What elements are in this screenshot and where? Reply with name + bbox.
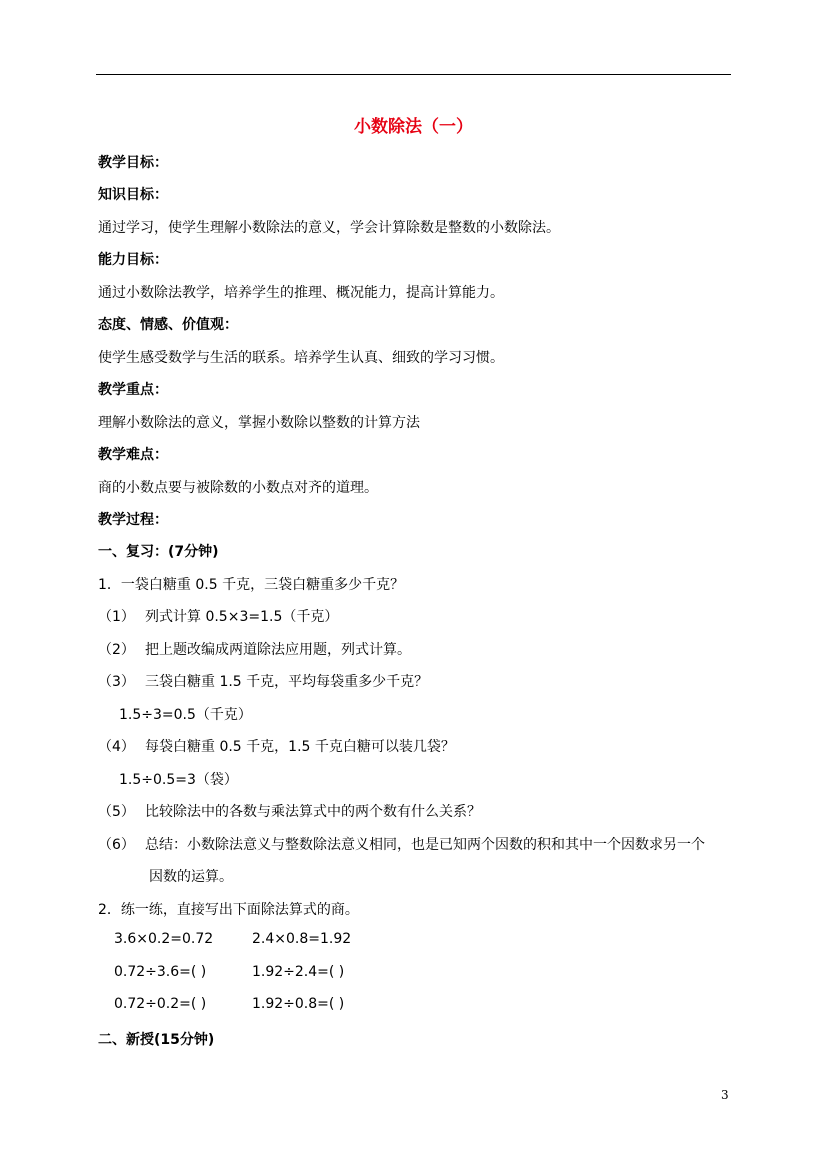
item-number: （1） [98, 609, 135, 625]
item-number: （2） [98, 642, 135, 658]
list-item [98, 736, 455, 756]
item-number: （3） [98, 674, 135, 690]
question-1: 1．一袋白糖重 0.5 千克，三袋白糖重多少千克？ [98, 577, 405, 593]
new-lesson-heading: 二、新授(15分钟) [98, 1032, 215, 1048]
exercise-a: 0.72÷0.2=( ) [114, 996, 207, 1012]
goals-heading: 教学目标： [98, 155, 168, 171]
list-item [98, 801, 481, 821]
answer-4: 1.5÷0.5=3（袋） [119, 772, 238, 788]
attitude-heading: 态度、情感、价值观： [98, 317, 238, 333]
exercise-a: 3.6×0.2=0.72 [114, 931, 214, 947]
item-text: 每袋白糖重 0.5 千克，1.5 千克白糖可以装几袋？ [145, 739, 455, 755]
key-heading: 教学重点： [98, 382, 168, 398]
question-2: 2．练一练，直接写出下面除法算式的商。 [98, 902, 359, 918]
list-item [98, 606, 338, 626]
exercise-a: 0.72÷3.6=( ) [114, 964, 207, 980]
header-rule [96, 74, 731, 75]
exercise-b: 1.92÷0.8=( ) [252, 996, 345, 1012]
page-number: 3 [721, 1088, 729, 1102]
item-number: （5） [98, 804, 135, 820]
ability-text: 通过小数除法教学，培养学生的推理、概况能力，提高计算能力。 [98, 285, 504, 301]
list-item [98, 671, 428, 691]
exercise-b: 2.4×0.8=1.92 [252, 931, 352, 947]
knowledge-heading: 知识目标： [98, 187, 168, 203]
item-text: 三袋白糖重 1.5 千克，平均每袋重多少千克？ [145, 674, 429, 690]
item-text: 把上题改编成两道除法应用题，列式计算。 [145, 642, 411, 658]
attitude-text: 使学生感受数学与生活的联系。培养学生认真、细致的学习习惯。 [98, 350, 504, 366]
page-title: 小数除法（一） [354, 117, 473, 137]
item-text: 列式计算 0.5×3=1.5（千克） [145, 609, 339, 625]
list-item [98, 639, 411, 659]
item-number: （6） [98, 837, 135, 853]
difficult-text: 商的小数点要与被除数的小数点对齐的道理。 [98, 480, 378, 496]
review-heading: 一、复习：(7分钟) [98, 544, 219, 560]
key-text: 理解小数除法的意义，掌握小数除以整数的计算方法 [98, 415, 420, 431]
knowledge-text: 通过学习，使学生理解小数除法的意义，学会计算除数是整数的小数除法。 [98, 220, 560, 236]
list-item [98, 834, 705, 854]
exercise-b: 1.92÷2.4=( ) [252, 964, 345, 980]
answer-3: 1.5÷3=0.5（千克） [119, 707, 252, 723]
difficult-heading: 教学难点： [98, 447, 168, 463]
item-text: 总结：小数除法意义与整数除法意义相同，也是已知两个因数的积和其中一个因数求另一个 [145, 837, 705, 853]
item-6-continuation: 因数的运算。 [149, 869, 233, 885]
ability-heading: 能力目标： [98, 252, 168, 268]
item-number: （4） [98, 739, 135, 755]
process-heading: 教学过程： [98, 512, 168, 528]
item-text: 比较除法中的各数与乘法算式中的两个数有什么关系？ [145, 804, 481, 820]
